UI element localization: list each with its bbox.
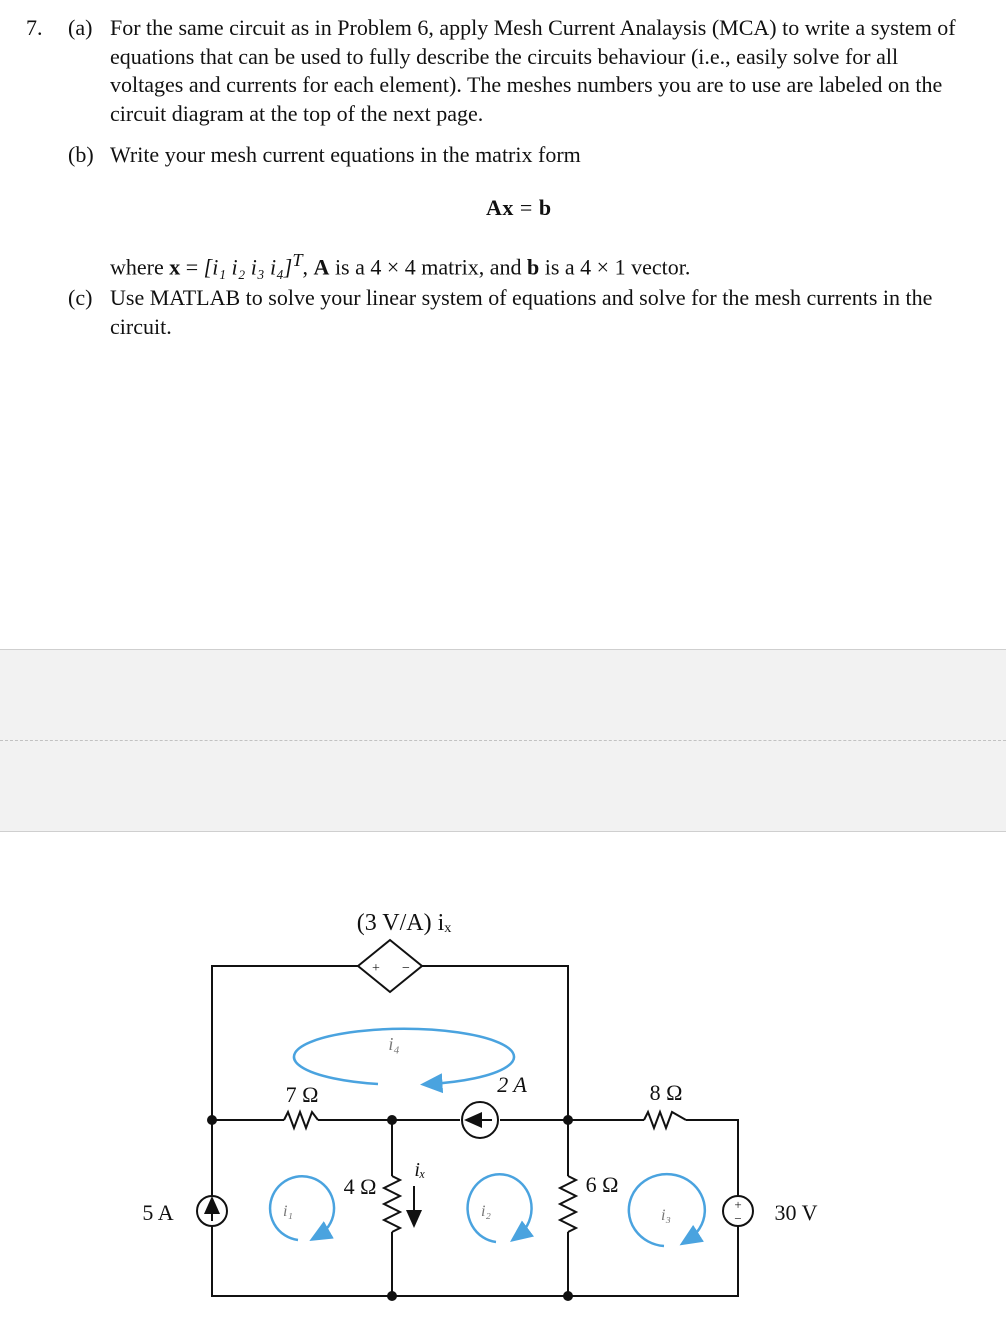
mesh-1-label: i₁ (282, 1203, 294, 1220)
node-bottom-right (563, 1291, 573, 1301)
node-bottom-center (387, 1291, 397, 1301)
vs-plus: + (734, 1197, 742, 1212)
problem-number: 7. (26, 15, 43, 40)
current-source-2a (462, 1102, 498, 1138)
mesh-3-label: i₃ (660, 1207, 672, 1224)
where-equals: = (180, 254, 204, 280)
where-x: x (169, 254, 181, 280)
label-ix: iₓ (414, 1159, 426, 1181)
circuit-diagram (0, 880, 1006, 1320)
label-8-ohm: 8 Ω (649, 1080, 683, 1105)
mesh-2-loop (468, 1174, 532, 1242)
where-prefix: where (110, 254, 170, 280)
part-a-text: For the same circuit as in Problem 6, apply Mesh Current Analaysis (MCA) to write a system of equations that can be used to fully describe the circuits behaviour (i.e., easily solve for all voltages and currents for each element). The meshes numbers you are to use are labeled on the circuit diagram at the top of the next page. (110, 15, 956, 126)
where-end: is a 4 × 1 vector. (539, 254, 691, 280)
part-c-text: Use MATLAB to solve your linear system of equations and solve for the mesh currents in the circuit. (110, 285, 933, 339)
where-mid: is a 4 × 4 matrix, and (329, 254, 527, 280)
equation-equals: = (519, 195, 533, 220)
mesh-4-label: i₄ (388, 1034, 400, 1054)
where-comma: , (302, 254, 314, 280)
current-source-5a (197, 1196, 227, 1226)
dependent-source-label: (3 V/A) iₓ (356, 910, 452, 936)
dep-source-plus: + (372, 961, 380, 976)
where-b: b (526, 254, 540, 280)
equation-lhs: Ax (486, 195, 514, 220)
vs-minus: − (734, 1211, 742, 1226)
mesh-2-label: i₂ (480, 1203, 492, 1220)
node-center (387, 1115, 397, 1125)
node-left (207, 1115, 217, 1125)
label-5a: 5 A (142, 1200, 174, 1225)
mesh-1-loop (270, 1176, 334, 1240)
dep-source-minus: − (402, 961, 410, 976)
resistor-7-ohm (284, 1112, 318, 1128)
mesh-4-loop (294, 1029, 514, 1084)
label-4-ohm: 4 Ω (343, 1174, 377, 1199)
label-7-ohm: 7 Ω (285, 1082, 319, 1107)
matrix-equation (486, 194, 552, 223)
label-2a: 2 A (497, 1072, 527, 1097)
node-right (563, 1115, 573, 1125)
equation-rhs: b (538, 195, 552, 220)
where-A: A (313, 254, 330, 280)
voltage-source-30v (723, 1196, 753, 1226)
wire-top-right (422, 966, 568, 1120)
where-clause (110, 246, 970, 282)
part-a-label: (a) (68, 15, 93, 40)
resistor-6-ohm (560, 1176, 576, 1232)
resistor-8-ohm (644, 1112, 686, 1128)
part-b-label: (b) (68, 142, 94, 167)
part-b-text: Write your mesh current equations in the matrix form (110, 142, 581, 167)
where-transpose: T (292, 250, 303, 270)
page-break-line (0, 740, 1006, 741)
wire-bottom (212, 1226, 738, 1296)
label-6-ohm: 6 Ω (585, 1172, 619, 1197)
part-c-label: (c) (68, 285, 93, 310)
label-30v: 30 V (774, 1200, 818, 1225)
where-vector: [i₁ i₂ i₃ i₄] (203, 254, 293, 280)
resistor-4-ohm (384, 1176, 400, 1232)
dependent-voltage-source (358, 940, 422, 992)
